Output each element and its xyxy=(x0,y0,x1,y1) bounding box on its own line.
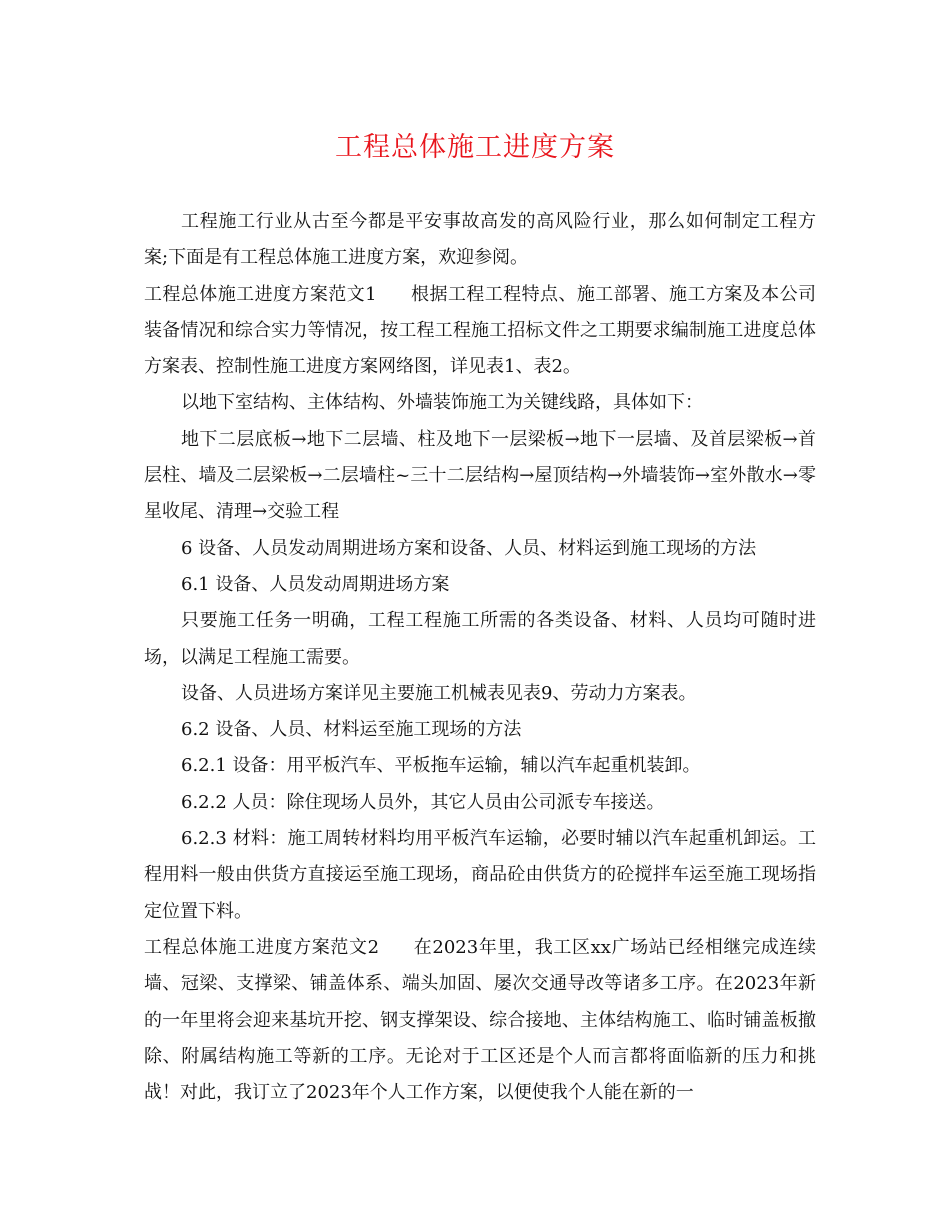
section-6-1-paragraph: 只要施工任务一明确，工程工程施工所需的各类设备、材料、人员均可随时进场，以满足工程施工需要。 xyxy=(144,610,816,668)
section-6-2-3: 6.2.3 材料：施工周转材料均用平板汽车运输，必要时辅以汽车起重机卸运。工程用料一般由供货方直接运至施工现场，商品砼由供货方的砼搅拌车运至施工现场指定位置下料。 xyxy=(144,828,816,922)
document-title: 工程总体施工进度方案 xyxy=(335,132,615,163)
sample-1-text: 根据工程工程特点、施工部署、施工方案及本公司装备情况和综合实力等情况，按工程工程施工招标文件之工期要求编制施工进度总体方案表、控制性施工进度方案网络图，详见表1、表2。 xyxy=(144,283,817,378)
sample-2-text: 在2023年里，我工区xx广场站已经相继完成连续墙、冠梁、支撑梁、铺盖体系、端头加固、屡次交通导改等诸多工序。在2023年新的一年里将会迎来基坑开挖、钢支撑架设、综合接地、主体结构施工、临时铺盖板撤除、附属结构施工等新的工序。无论对于工区还是个人而言都将面临新的压力和挑战！对此，我订立了2023年个人工作方案，以便使我个人能在新的一 xyxy=(144,936,816,1104)
section-6-heading: 6 设备、人员发动周期进场方案和设备、人员、材料运到施工现场的方法 xyxy=(181,537,757,559)
section-6-1-detail: 设备、人员进场方案详见主要施工机械表见表9、劳动力方案表。 xyxy=(181,682,697,704)
sample-2-heading: 工程总体施工进度方案范文2 xyxy=(144,936,380,958)
section-6-2-2: 6.2.2 人员：除住现场人员外，其它人员由公司派专车接送。 xyxy=(181,791,665,813)
intro-paragraph: 工程施工行业从古至今都是平安事故高发的高风险行业，那么如何制定工程方案;下面是有工程总体施工进度方案，欢迎参阅。 xyxy=(144,211,816,269)
section-6-2-heading: 6.2 设备、人员、材料运至施工现场的方法 xyxy=(181,719,522,741)
document-body xyxy=(144,204,816,1111)
sample-1-paragraph xyxy=(144,277,816,386)
sequence-paragraph: 地下二层底板→地下二层墙、柱及地下一层梁板→地下一层墙、及首层梁板→首层柱、墙及二层梁板→二层墙柱~三十二层结构→屋顶结构→外墙装饰→室外散水→零星收尾、清理→交验工程 xyxy=(144,428,816,523)
section-6-1-heading: 6.1 设备、人员发动周期进场方案 xyxy=(181,573,450,595)
critical-path-paragraph: 以地下室结构、主体结构、外墙装饰施工为关键线路，具体如下： xyxy=(181,392,703,414)
sample-2-paragraph xyxy=(144,930,816,1111)
sample-1-heading: 工程总体施工进度方案范文1 xyxy=(144,283,377,305)
section-6-2-1: 6.2.1 设备：用平板汽车、平板拖车运输，辅以汽车起重机装卸。 xyxy=(181,755,701,777)
